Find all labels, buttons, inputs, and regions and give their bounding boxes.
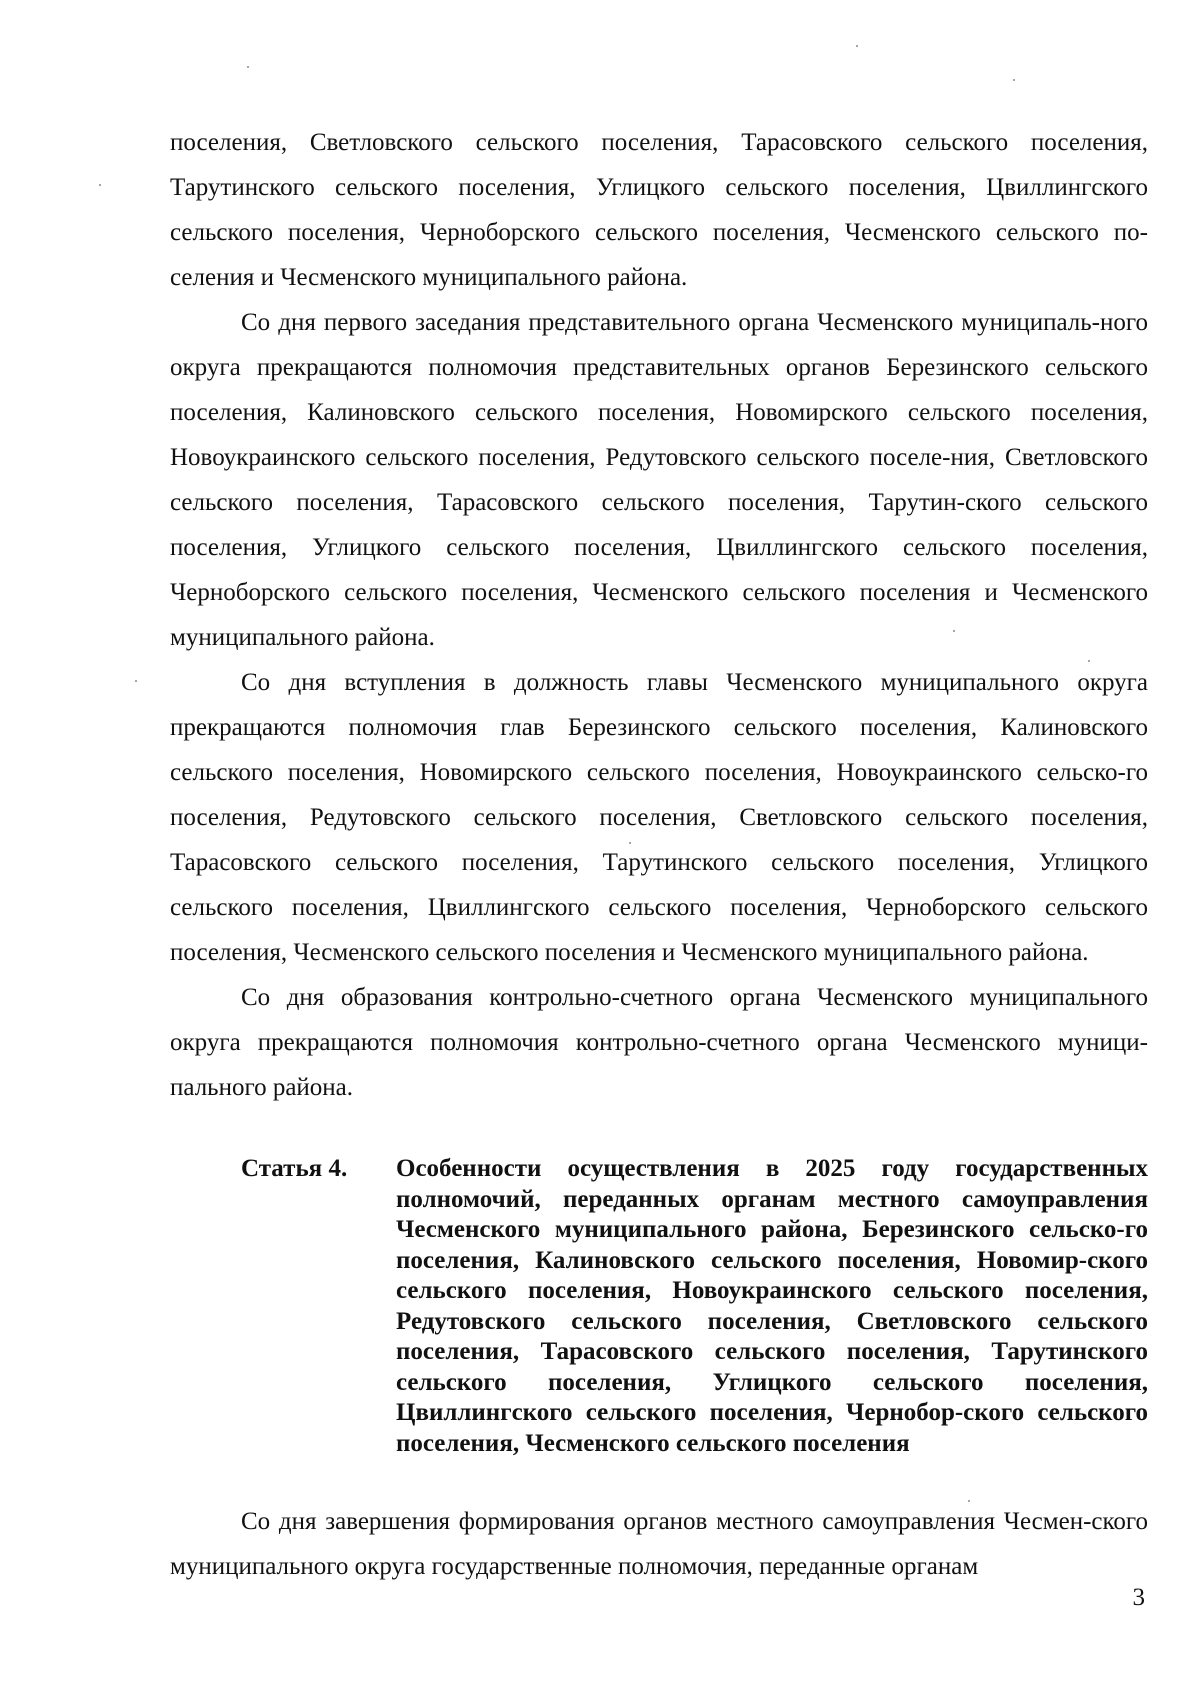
document-body xyxy=(170,120,1148,1589)
page-number: 3 xyxy=(1132,1584,1145,1611)
article-title: Особенности осуществления в 2025 году государственных полномочий, переданных органам местного самоуправления Чесменского муниципального района, Березинского сельско-го поселения, Калиновского сельского поселения, Новомир-ского сельского поселения, Новоукраинского сельского поселения, Редутовского сельского поселения, Светловского сельского поселения, Тарасовского сельского поселения, Тарутинского сельского поселения, Углицкого сельского поселения, Цвиллингского сельского поселения, Чернобор-ского сельского поселения, Чесменского сельского поселения xyxy=(396,1155,1148,1457)
scan-speck xyxy=(856,45,858,47)
paragraph-representative-body: Со дня первого заседания представительного органа Чесменского муниципаль-ного округа прекращаются полномочия представительных органов Березинского сельского поселения, Калиновского сельского поселения, Новомирского сельского поселения, Новоукраинского сельского поселения, Редутовского сельского поселе-ния, Светловского сельского поселения, Тарасовского сельского поселения, Тарутин-ского сельского поселения, Углицкого сельского поселения, Цвиллингского сельского поселения, Черноборского сельского поселения, Чесменского сельского поселения и Чесменского муниципального района. xyxy=(170,309,1148,651)
scan-speck xyxy=(247,66,249,68)
scan-speck xyxy=(629,842,631,844)
article-number: Статья 4. xyxy=(241,1155,348,1182)
paragraph-state-powers: Со дня завершения формирования органов местного самоуправления Чесмен-ского муниципального округа государственные полномочия, переданные органам xyxy=(170,1508,1148,1580)
scan-speck xyxy=(99,184,101,186)
scan-speck xyxy=(968,1500,970,1502)
scan-speck xyxy=(953,630,955,632)
scan-speck xyxy=(1088,660,1090,662)
paragraph-continuation: поселения, Светловского сельского поселения, Тарасовского сельского поселения, Тарутинского сельского поселения, Углицкого сельского поселения, Цвиллингского сельского поселения, Черноборского сельского поселения, Чесменского сельского по-селения и Чесменского муниципального района. xyxy=(170,129,1148,291)
paragraph-control-body: Со дня образования контрольно-счетного органа Чесменского муниципального округа прекращаются полномочия контрольно-счетного органа Чесменского муници-пального района. xyxy=(170,984,1148,1101)
scan-speck xyxy=(1013,79,1015,81)
paragraph-head-of-district: Со дня вступления в должность главы Чесменского муниципального округа прекращаются полномочия глав Березинского сельского поселения, Калиновского сельского поселения, Новомирского сельского поселения, Новоукраинского сельско-го поселения, Редутовского сельского поселения, Светловского сельского поселения, Тарасовского сельского поселения, Тарутинского сельского поселения, Углицкого сельского поселения, Цвиллингского сельского поселения, Черноборского сельского поселения, Чесменского сельского поселения и Чесменского муниципального района. xyxy=(170,669,1148,966)
article-heading xyxy=(170,1154,1148,1459)
scan-speck xyxy=(135,680,137,682)
